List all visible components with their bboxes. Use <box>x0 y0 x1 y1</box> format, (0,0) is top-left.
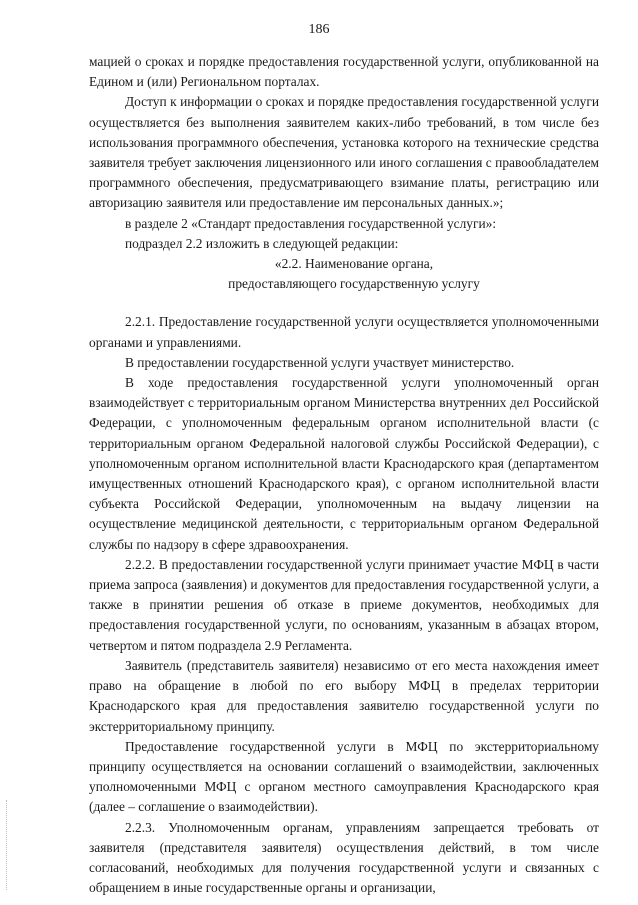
paragraph: 2.2.1. Предоставление государственной услуги осуществляется уполномоченными органами и управлениями. <box>89 314 599 350</box>
section-heading: предоставляющего государственную услугу <box>228 276 480 292</box>
paragraph: в разделе 2 «Стандарт предоставления государственной услуги»: <box>125 215 497 231</box>
document-body <box>89 52 599 898</box>
paragraph: Заявитель (представитель заявителя) независимо от его места нахождения имеет право на обращение в любой по его выбору МФЦ в пределах территории Краснодарского края для предоставления заявителю государственной услуги по экстерриториальному принципу. <box>89 657 599 734</box>
paragraph: мацией о сроках и порядке предоставления государственной услуги, опубликованной на Едином и (или) Региональном порталах. <box>89 54 599 90</box>
scan-edge-mark <box>6 800 8 890</box>
paragraph: Доступ к информации о сроках и порядке предоставления государственной услуги осуществляется без выполнения заявителем каких-либо требований, в том числе без использования программного обеспечения, установка которого на технические средства заявителя требует заключения лицензионного или иного соглашения с правообладателем программного обеспечения, предусматривающего взимание платы, регистрацию или авторизацию заявителя или предоставление им персональных данных.»; <box>89 94 599 211</box>
paragraph-spacer <box>89 294 599 312</box>
paragraph: В предоставлении государственной услуги участвует министерство. <box>125 354 515 370</box>
paragraph: 2.2.3. Уполномоченным органам, управлениям запрещается требовать от заявителя (представителя заявителя) осуществления действий, в том числе согласований, необходимых для получения государственной услуги и связанных с обращением в иные государственные органы и организации, <box>89 819 599 896</box>
section-heading: «2.2. Наименование органа, <box>274 256 434 272</box>
paragraph: 2.2.2. В предоставлении государственной услуги принимает участие МФЦ в части приема запроса (заявления) и документов для предоставления государственной услуги, а также в принятии решения об отказе в приеме документов, необходимых для предоставления государственной услуги, по основаниям, указанным в абзацах втором, четвертом и пятом подраздела 2.9 Регламента. <box>89 556 599 653</box>
paragraph: Предоставление государственной услуги в МФЦ по экстерриториальному принципу осуществляется на основании соглашений о взаимодействии, заключенных уполномоченными МФЦ с органом местного самоуправления Краснодарского края (далее – соглашение о взаимодействии). <box>89 738 599 815</box>
paragraph: В ходе предоставления государственной услуги уполномоченный орган взаимодействует с территориальным органом Министерства внутренних дел Российской Федерации, с уполномоченным федеральным органом исполнительной власти (с территориальным органом Федеральной налоговой службы Российской Федерации), с уполномоченным органом исполнительной власти Краснодарского края (департаментом имущественных отношений Краснодарского края), с органом исполнительной власти субъекта Российской Федерации, уполномоченным на выдачу лицензии на осуществление медицинской деятельности, с территориальным органом Федеральной службы по надзору в сфере здравоохранения. <box>89 375 599 552</box>
page-number: 186 <box>308 22 330 37</box>
paragraph: подраздел 2.2 изложить в следующей редакции: <box>125 235 399 251</box>
